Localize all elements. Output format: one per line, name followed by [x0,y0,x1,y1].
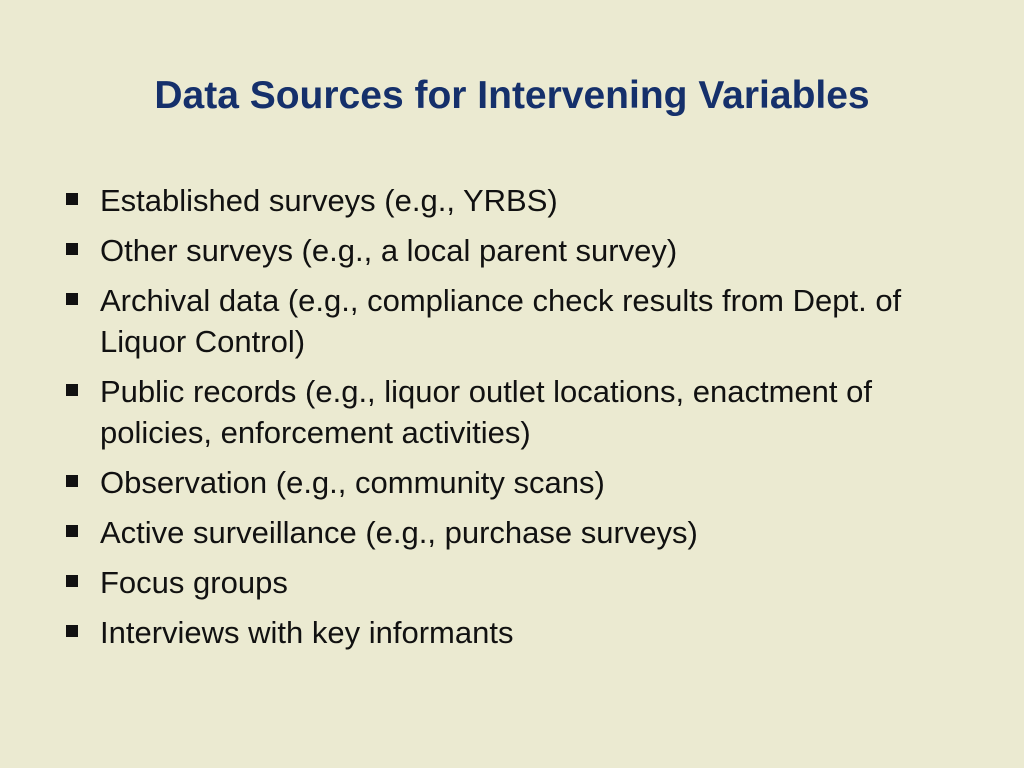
bullet-text: Established surveys (e.g., YRBS) [100,183,558,218]
square-bullet-icon [66,575,78,587]
square-bullet-icon [66,293,78,305]
bullet-text: Interviews with key informants [100,615,514,650]
square-bullet-icon [66,525,78,537]
square-bullet-icon [66,193,78,205]
bullet-text: Observation (e.g., community scans) [100,465,605,500]
bullet-item [62,280,982,362]
bullet-list [62,180,982,662]
bullet-text: Archival data (e.g., compliance check results from Dept. of Liquor Control) [100,283,902,359]
bullet-item [62,512,982,553]
bullet-text: Focus groups [100,565,288,600]
bullet-text: Active surveillance (e.g., purchase surveys) [100,515,698,550]
square-bullet-icon [66,243,78,255]
bullet-item [62,562,982,603]
bullet-item [62,612,982,653]
bullet-item [62,371,982,453]
slide-title: Data Sources for Intervening Variables [154,74,870,117]
square-bullet-icon [66,384,78,396]
bullet-item [62,230,982,271]
square-bullet-icon [66,475,78,487]
bullet-text: Public records (e.g., liquor outlet locations, enactment of policies, enforcement activities) [100,374,872,450]
bullet-item [62,180,982,221]
bullet-text: Other surveys (e.g., a local parent survey) [100,233,678,268]
square-bullet-icon [66,625,78,637]
bullet-item [62,462,982,503]
